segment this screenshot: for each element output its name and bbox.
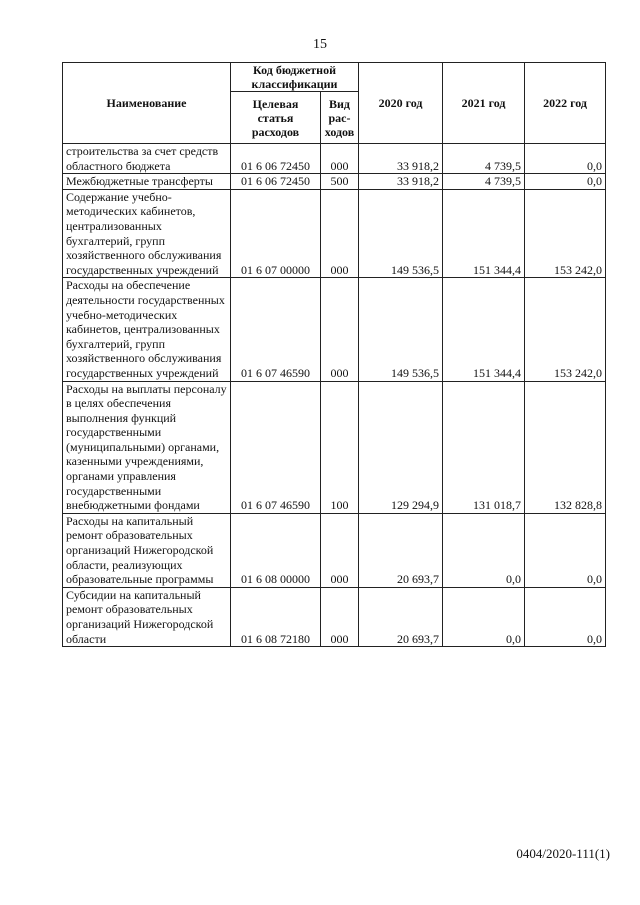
row-kind: 000 (321, 278, 359, 381)
row-2022: 153 242,0 (525, 278, 606, 381)
page-number: 15 (313, 37, 327, 52)
row-2021: 4 739,5 (443, 174, 525, 190)
row-2021: 4 739,5 (443, 144, 525, 174)
row-2020: 149 536,5 (359, 278, 443, 381)
row-code: 01 6 06 72450 (231, 144, 321, 174)
row-name: Расходы на выплаты персоналу в целях обеспечения выполнения функций государственными (муниципальными) органами, казенными учреждениями, органами управления государственными внебюджетными фондами (63, 381, 231, 513)
header-2020: 2020 год (359, 63, 443, 144)
row-name: Расходы на обеспечение деятельности государственных учебно-методических кабинетов, централизованных бухгалтерий, групп хозяйственного обслуживания государственных учреждений (63, 278, 231, 381)
table-row (63, 144, 606, 174)
header-name: Наименование (63, 63, 231, 144)
row-2021: 0,0 (443, 587, 525, 646)
header-target-article: Целевая статья расходов (231, 92, 321, 144)
row-code: 01 6 08 72180 (231, 587, 321, 646)
row-2022: 0,0 (525, 144, 606, 174)
row-2020: 33 918,2 (359, 144, 443, 174)
row-2020: 20 693,7 (359, 587, 443, 646)
row-2022: 153 242,0 (525, 189, 606, 278)
row-2020: 20 693,7 (359, 513, 443, 587)
row-code: 01 6 07 46590 (231, 278, 321, 381)
table-row (63, 174, 606, 190)
row-2020: 149 536,5 (359, 189, 443, 278)
header-2022: 2022 год (525, 63, 606, 144)
row-kind: 100 (321, 381, 359, 513)
table-row (63, 189, 606, 278)
budget-table (62, 62, 606, 647)
document-code: 0404/2020-111(1) (516, 846, 610, 861)
row-name: Расходы на капитальный ремонт образовательных организаций Нижегородской области, реализующих образовательные программы (63, 513, 231, 587)
table-row (63, 278, 606, 381)
row-2022: 132 828,8 (525, 381, 606, 513)
row-2022: 0,0 (525, 587, 606, 646)
row-2020: 129 294,9 (359, 381, 443, 513)
row-name: Субсидии на капитальный ремонт образовательных организаций Нижегородской области (63, 587, 231, 646)
row-code: 01 6 08 00000 (231, 513, 321, 587)
row-2021: 151 344,4 (443, 278, 525, 381)
row-2020: 33 918,2 (359, 174, 443, 190)
row-2022: 0,0 (525, 174, 606, 190)
row-2021: 151 344,4 (443, 189, 525, 278)
header-classification: Код бюджетной классификации (231, 63, 359, 92)
table-row (63, 381, 606, 513)
row-code: 01 6 07 46590 (231, 381, 321, 513)
row-name: Содержание учебно-методических кабинетов, централизованных бухгалтерий, групп хозяйственного обслуживания государственных учреждений (63, 189, 231, 278)
row-2021: 131 018,7 (443, 381, 525, 513)
row-kind: 500 (321, 174, 359, 190)
row-2022: 0,0 (525, 513, 606, 587)
row-2021: 0,0 (443, 513, 525, 587)
table-row (63, 587, 606, 646)
row-code: 01 6 07 00000 (231, 189, 321, 278)
header-2021: 2021 год (443, 63, 525, 144)
row-kind: 000 (321, 144, 359, 174)
row-code: 01 6 06 72450 (231, 174, 321, 190)
header-expense-kind: Вид рас-ходов (321, 92, 359, 144)
row-name: строительства за счет средств областного бюджета (63, 144, 231, 174)
table-row (63, 513, 606, 587)
row-kind: 000 (321, 189, 359, 278)
row-name: Межбюджетные трансферты (63, 174, 231, 190)
row-kind: 000 (321, 513, 359, 587)
row-kind: 000 (321, 587, 359, 646)
